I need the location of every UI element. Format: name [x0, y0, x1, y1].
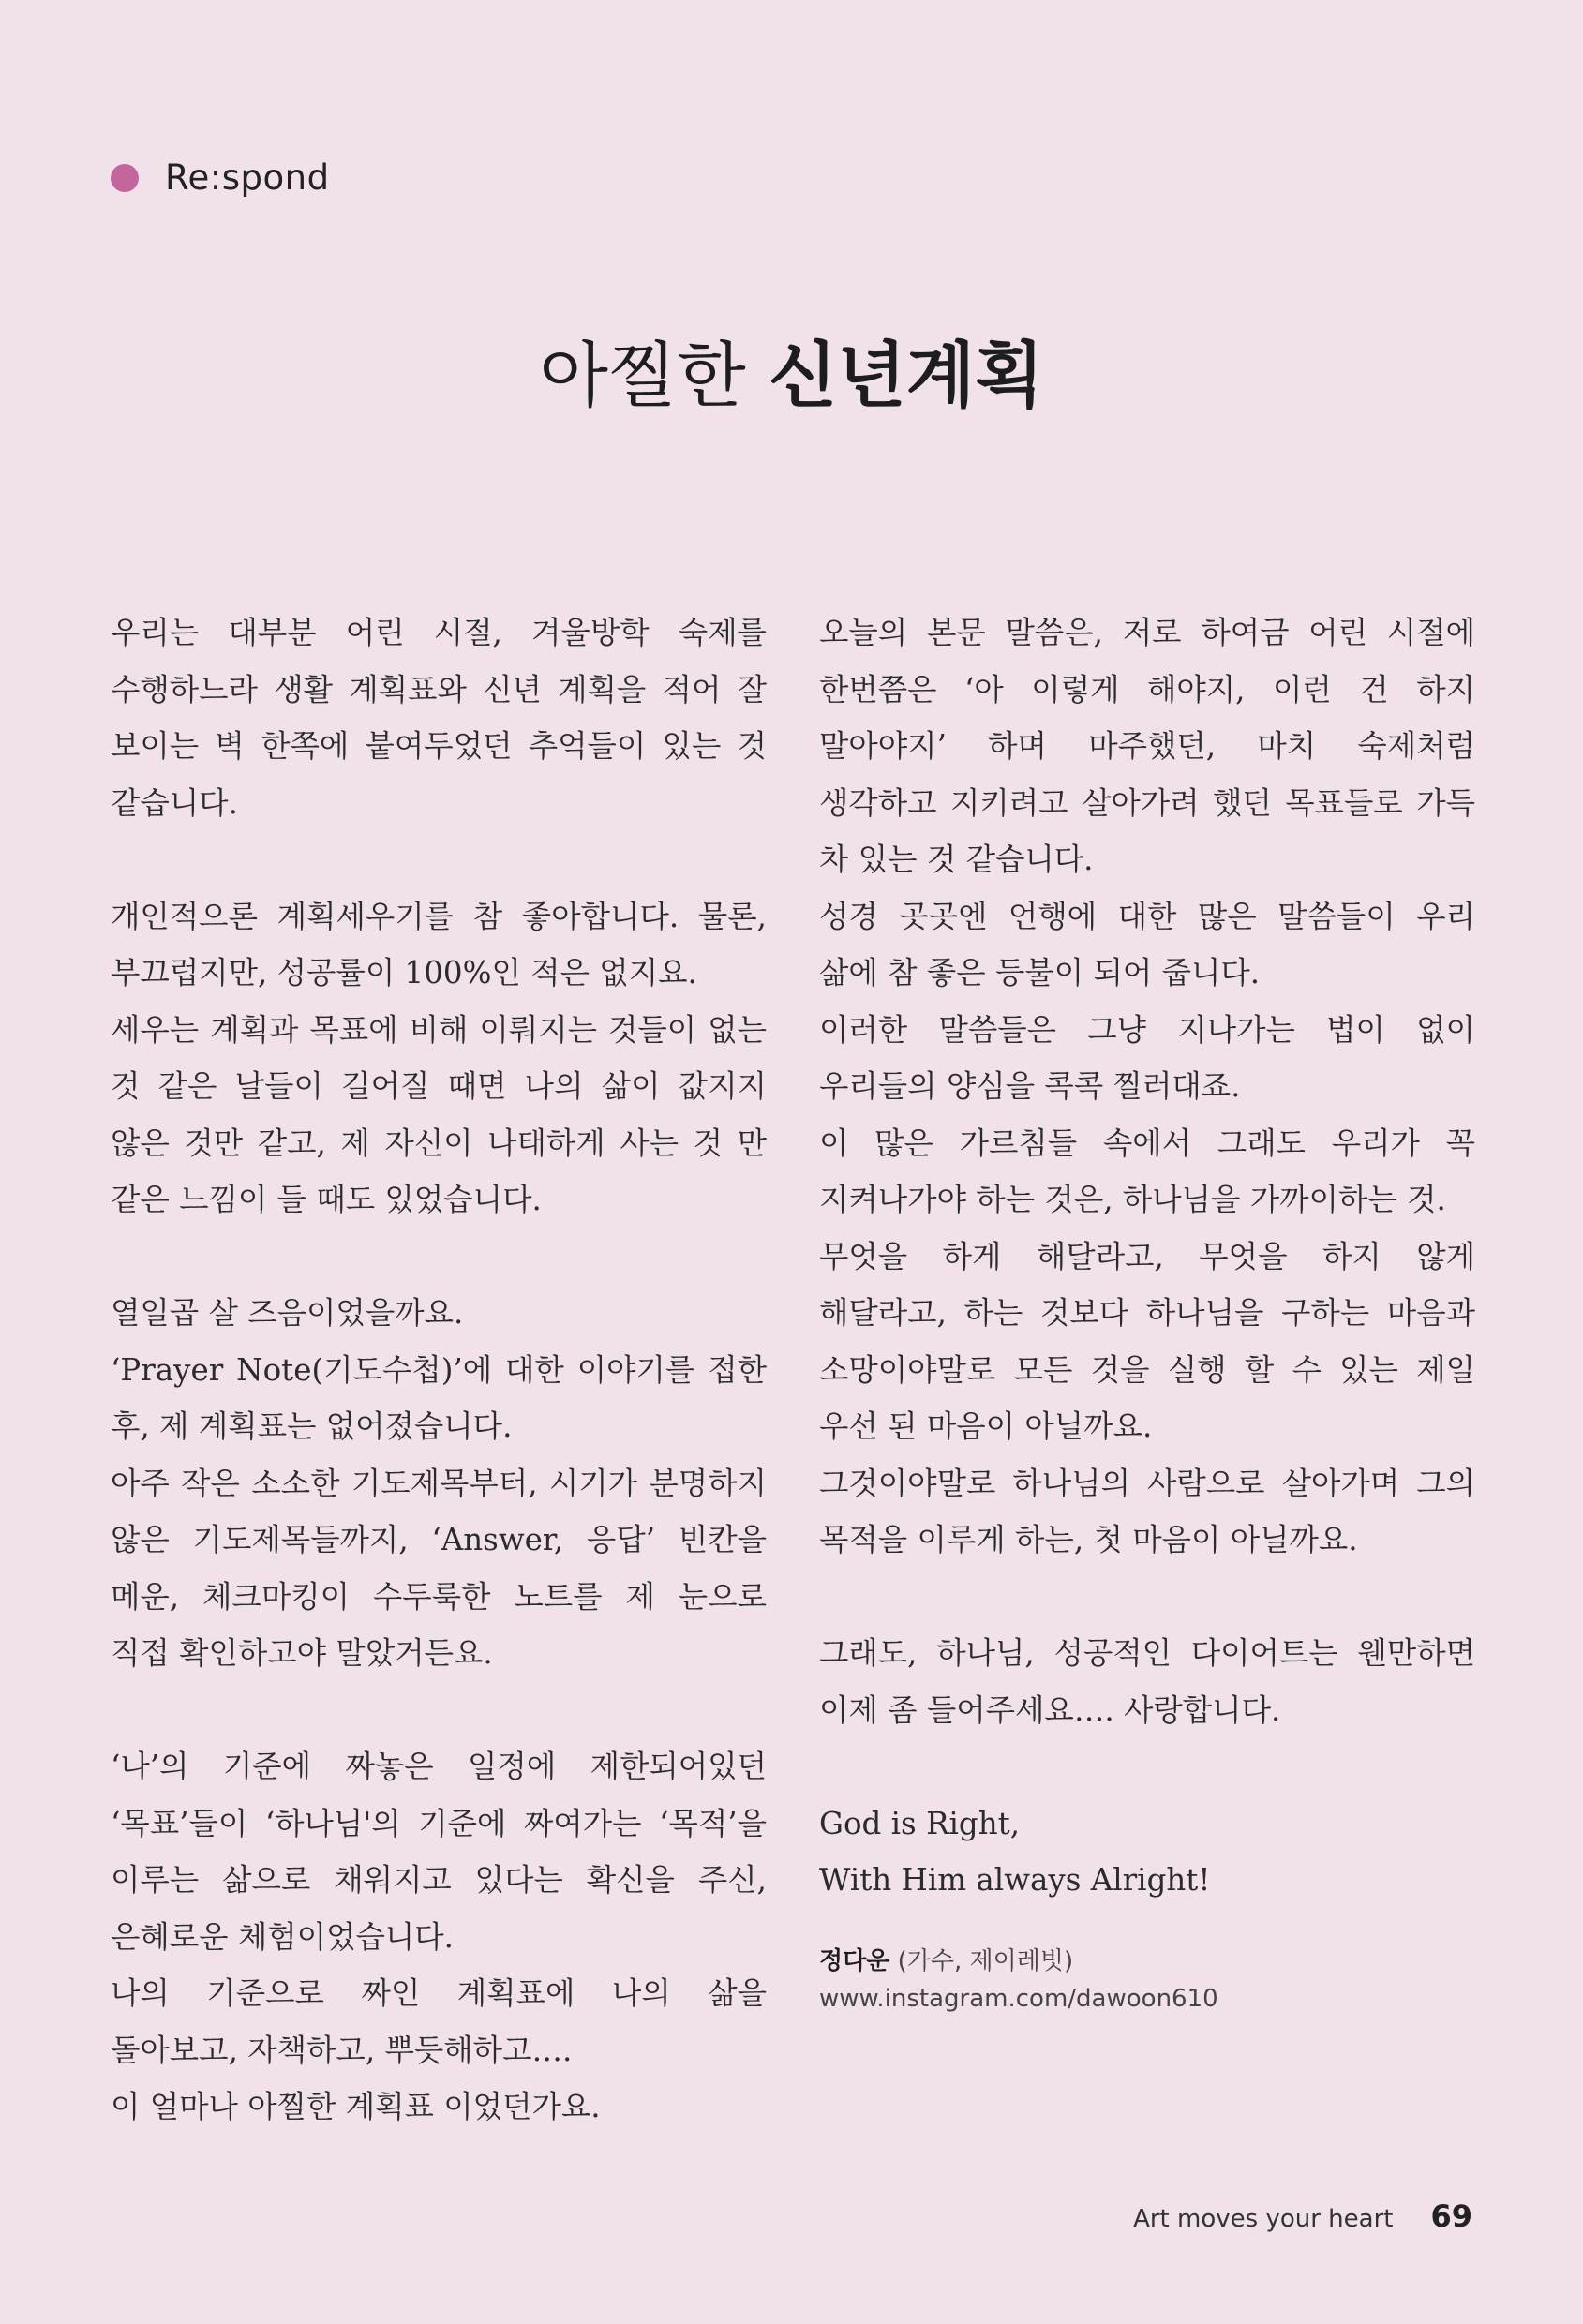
paragraph-gap — [111, 831, 767, 888]
paragraph-gap — [111, 1229, 767, 1286]
author-credit — [819, 1943, 1475, 2018]
title-part-light: 아찔한 — [539, 334, 769, 417]
body-paragraph: God is Right, — [819, 1805, 1021, 1841]
body-paragraph: 이러한 말씀들은 그냥 지나가는 법이 없이 우리들의 양심을 콕콕 찔러대죠. — [819, 1011, 1475, 1104]
page-footer — [1133, 2198, 1472, 2234]
author-role: (가수, 제이레빗) — [889, 1946, 1074, 1975]
body-paragraph: 오늘의 본문 말씀은, 저로 하여금 어린 시절에 한번쯤은 ‘아 이렇게 해야지, 이런 건 하지 말아야지’ 하며 마주했던, 마치 숙제처럼 생각하고 지키려고 살아가려 했던 목표들로 가득 차 있는 것 같습니다. — [819, 615, 1475, 877]
paragraph-gap — [819, 1569, 1475, 1626]
body-paragraph: With Him always Alright! — [819, 1862, 1211, 1898]
body-paragraph: 무엇을 하게 해달라고, 무엇을 하지 않게 해달라고, 하는 것보다 하나님을 구하는 마음과 소망이야말로 모든 것을 실행 할 수 있는 제일 우선 된 마음이 아닐까요. — [819, 1238, 1475, 1444]
body-paragraph: 개인적으론 계획세우기를 참 좋아합니다. 물론, 부끄럽지만, 성공률이 100%인 적은 없지요. — [111, 898, 767, 991]
body-paragraph: 그것이야말로 하나님의 사람으로 살아가며 그의 목적을 이루게 하는, 첫 마음이 아닐까요. — [819, 1465, 1475, 1557]
body-paragraph: 성경 곳곳엔 언행에 대한 많은 말씀들이 우리 삶에 참 좋은 등불이 되어 줍니다. — [819, 898, 1475, 991]
section-label: Re:spond — [165, 157, 330, 198]
section-dot-icon — [111, 164, 139, 192]
body-paragraph: 나의 기준으로 짜인 계획표에 나의 삶을 돌아보고, 자책하고, 뿌듯해하고…. — [111, 1975, 767, 2068]
left-column — [111, 604, 767, 2136]
section-tag — [111, 157, 330, 198]
author-url: www.instagram.com/dawoon610 — [819, 1984, 1218, 2013]
body-paragraph: ‘Prayer Note(기도수첩)’에 대한 이야기를 접한 후, 제 계획표는 없어졌습니다. — [111, 1351, 767, 1444]
body-paragraph: 아주 작은 소소한 기도제목부터, 시기가 분명하지 않은 기도제목들까지, ‘Answer, 응답’ 빈칸을 메운, 체크마킹이 수두룩한 노트를 제 눈으로 직접 확인하고야 말았거든요. — [111, 1465, 767, 1671]
body-paragraph: 이 많은 가르침들 속에서 그래도 우리가 꼭 지켜나가야 하는 것은, 하나님을 가까이하는 것. — [819, 1125, 1475, 1217]
right-column — [819, 604, 1475, 2018]
body-paragraph: 그래도, 하나님, 성공적인 다이어트는 웬만하면 이제 좀 들어주세요…. 사랑합니다. — [819, 1635, 1475, 1728]
page-title — [0, 319, 1583, 421]
author-line — [819, 1943, 1475, 1980]
body-paragraph: ‘나’의 기준에 짜놓은 일정에 제한되어있던 ‘목표’들이 ‘하나님'의 기준에 짜여가는 ‘목적’을 이루는 삶으로 채워지고 있다는 확신을 주신, 은혜로운 체험이었습니다. — [111, 1749, 767, 1955]
paragraph-gap — [819, 1738, 1475, 1795]
body-paragraph: 열일곱 살 즈음이었을까요. — [111, 1295, 464, 1331]
page-number: 69 — [1430, 2198, 1472, 2234]
title-part-bold: 신년계획 — [768, 334, 1044, 417]
footer-tagline: Art moves your heart — [1133, 2205, 1394, 2233]
author-name: 정다운 — [819, 1946, 890, 1975]
body-paragraph: 이 얼마나 아찔한 계획표 이었던가요. — [111, 2089, 601, 2124]
paragraph-gap — [111, 1682, 767, 1739]
body-paragraph: 세우는 계획과 목표에 비해 이뤄지는 것들이 없는 것 같은 날들이 길어질 때면 나의 삶이 값지지 않은 것만 같고, 제 자신이 나태하게 사는 것 만 같은 느낌이 들 때도 있었습니다. — [111, 1011, 767, 1217]
body-paragraph: 우리는 대부분 어린 시절, 겨울방학 숙제를 수행하느라 생활 계획표와 신년 계획을 적어 잘 보이는 벽 한쪽에 붙여두었던 추억들이 있는 것 같습니다. — [111, 615, 767, 821]
